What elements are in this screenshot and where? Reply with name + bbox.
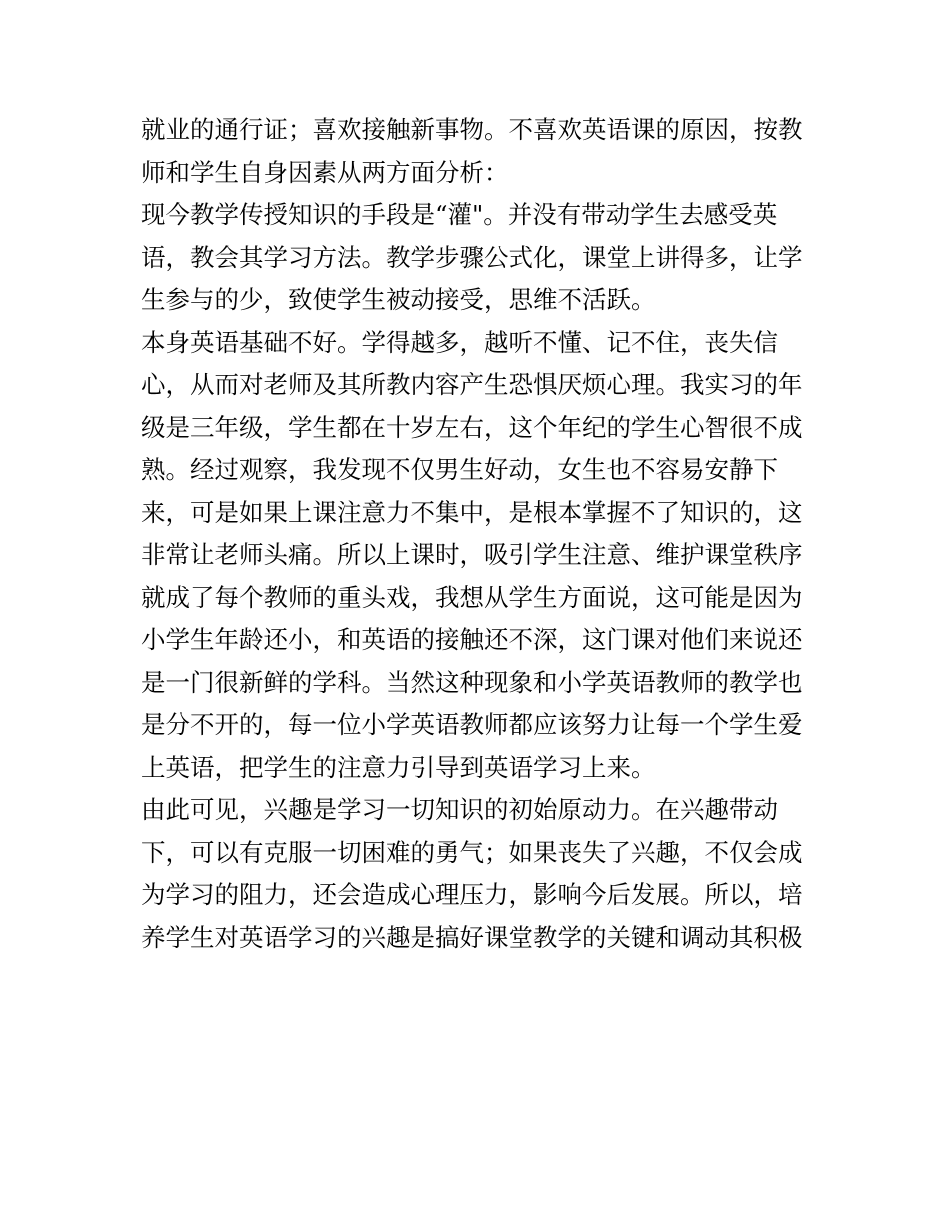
text-line: 上英语，把学生的注意力引导到英语学习上来。 [141, 752, 656, 782]
text-line: 熟。经过观察，我发现不仅男生好动，女生也不容易安静下 [141, 455, 778, 484]
text-line: 本身英语基础不好。学得越多，越听不懂、记不住，丧失信 [141, 327, 778, 357]
text-line: 师和学生自身因素从两方面分析： [141, 157, 509, 187]
text-line: 是分不开的，每一位小学英语教师都应该努力让每一个学生爱 [141, 710, 803, 739]
text-line: 下，可以有克服一切困难的勇气；如果丧失了兴趣，不仅会成 [141, 837, 803, 867]
text-line: 心，从而对老师及其所教内容产生恐惧厌烦心理。我实习的年 [141, 370, 803, 399]
text-line: 语，教会其学习方法。教学步骤公式化，课堂上讲得多，让学 [141, 242, 803, 272]
text-line: 就成了每个教师的重头戏，我想从学生方面说，这可能是因为 [141, 582, 803, 612]
text-line: 由此可见，兴趣是学习一切知识的初始原动力。在兴趣带动 [141, 795, 778, 824]
text-line: 级是三年级，学生都在十岁左右，这个年纪的学生心智很不成 [141, 412, 803, 442]
text-line: 来，可是如果上课注意力不集中，是根本掌握不了知识的，这 [141, 497, 803, 527]
text-line: 现今教学传授知识的手段是“灌"。并没有带动学生去感受英 [141, 200, 778, 229]
text-line: 养学生对英语学习的兴趣是搞好课堂教学的关键和调动其积极 [141, 922, 803, 952]
text-line: 非常让老师头痛。所以上课时，吸引学生注意、维护课堂秩序 [141, 540, 803, 569]
text-line: 为学习的阻力，还会造成心理压力，影响今后发展。所以，培 [141, 880, 803, 909]
text-line: 是一门很新鲜的学科。当然这种现象和小学英语教师的教学也 [141, 667, 803, 697]
text-line: 就业的通行证；喜欢接触新事物。不喜欢英语课的原因，按教 [141, 115, 803, 144]
document-page [141, 109, 821, 959]
text-line: 生参与的少，致使学生被动接受，思维不活跃。 [141, 285, 656, 314]
text-line: 小学生年龄还小，和英语的接触还不深，这门课对他们来说还 [141, 625, 803, 654]
